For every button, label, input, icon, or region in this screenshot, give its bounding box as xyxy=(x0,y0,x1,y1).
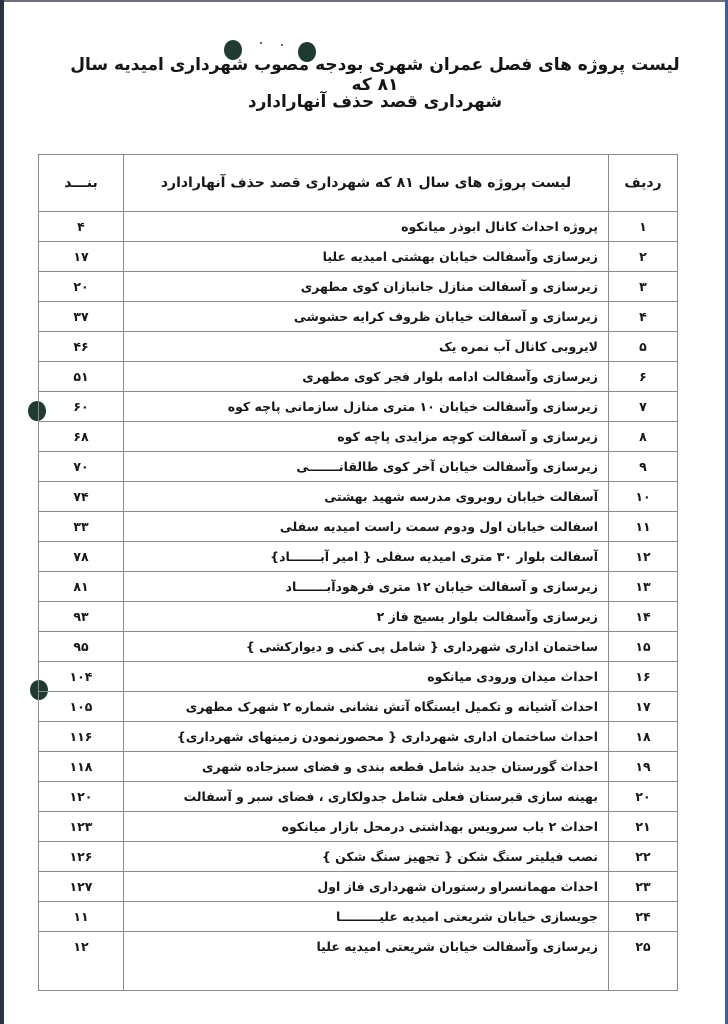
row-description: ساختمان اداری شهرداری { شامل پی کنی و دیوارکشی } xyxy=(124,632,609,662)
row-band: ۹۳ xyxy=(39,602,124,632)
row-band: ۸۱ xyxy=(39,572,124,602)
header-band: بنـــد xyxy=(39,155,124,212)
row-number: ۲۰ xyxy=(609,782,678,812)
table-row xyxy=(39,332,678,362)
table-row xyxy=(39,572,678,602)
table-row xyxy=(39,902,678,932)
row-number: ۲۱ xyxy=(609,812,678,842)
row-description: آسفالت خیابان روبروی مدرسه شهید بهشتی xyxy=(124,482,609,512)
row-band: ۶۸ xyxy=(39,422,124,452)
row-number: ۱ xyxy=(609,212,678,242)
row-description: زیرسازی وآسفالت خیابان آخر کوی طالقانـــــــی xyxy=(124,452,609,482)
row-band: ۷۴ xyxy=(39,482,124,512)
row-description: زیرسازی وآسفالت خیابان بهشتی امیدیه علیا xyxy=(124,242,609,272)
row-band: ۷۰ xyxy=(39,452,124,482)
row-description: احداث مهمانسراو رستوران شهرداری فاز اول xyxy=(124,872,609,902)
row-band: ۱۷ xyxy=(39,242,124,272)
row-description: احداث میدان ورودی میانکوه xyxy=(124,662,609,692)
row-description: احداث ۲ باب سرویس بهداشتی درمحل بازار میانکوه xyxy=(124,812,609,842)
row-number: ۳ xyxy=(609,272,678,302)
table-row xyxy=(39,632,678,662)
document-title-line-2: شهرداری قصد حذف آنهارادارد xyxy=(247,92,503,112)
row-description: جویسازی خیابان شریعتی امیدیه علیـــــــــا xyxy=(124,902,609,932)
table-row xyxy=(39,752,678,782)
row-band: ۱۲۷ xyxy=(39,872,124,902)
table-row xyxy=(39,722,678,752)
table-row xyxy=(39,392,678,422)
table-row xyxy=(39,512,678,542)
row-number: ۲ xyxy=(609,242,678,272)
row-description: زیرسازی وآسفالت ادامه بلوار فجر کوی مطهری xyxy=(124,362,609,392)
row-description: اسفالت خیابان اول ودوم سمت راست امیدیه سفلی xyxy=(124,512,609,542)
row-band: ۵۱ xyxy=(39,362,124,392)
row-band: ۴ xyxy=(39,212,124,242)
row-number: ۲۵ xyxy=(609,932,678,991)
row-description: آسفالت بلوار ۳۰ متری امیدیه سفلی { امیر آبـــــــاد} xyxy=(124,542,609,572)
table-row xyxy=(39,812,678,842)
projects-table xyxy=(38,154,678,991)
scan-edge-left xyxy=(0,0,4,1024)
row-description: احداث آشیانه و تکمیل ایستگاه آتش نشانی شماره ۲ شهرک مطهری xyxy=(124,692,609,722)
row-number: ۱۱ xyxy=(609,512,678,542)
scan-speck xyxy=(260,42,262,44)
document-title-line-1: لیست پروژه های فصل عمران شهری بودجه مصوب شهرداری امیدیه سال ۸۱ که xyxy=(70,55,680,95)
row-description: زیرسازی و آسفالت خیابان ۱۲ متری فرهودآبـــــــاد xyxy=(124,572,609,602)
table-row xyxy=(39,782,678,812)
row-band: ۱۱ xyxy=(39,902,124,932)
row-number: ۴ xyxy=(609,302,678,332)
row-number: ۱۹ xyxy=(609,752,678,782)
row-number: ۱۲ xyxy=(609,542,678,572)
table-row xyxy=(39,692,678,722)
table-row xyxy=(39,932,678,991)
row-band: ۱۰۴ xyxy=(39,662,124,692)
row-band: ۱۲۳ xyxy=(39,812,124,842)
row-number: ۱۸ xyxy=(609,722,678,752)
table-row xyxy=(39,422,678,452)
row-number: ۵ xyxy=(609,332,678,362)
row-band: ۱۲۶ xyxy=(39,842,124,872)
row-number: ۶ xyxy=(609,362,678,392)
row-description: زیرسازی وآسفالت خیابان شریعتی امیدیه علیا xyxy=(124,932,609,991)
row-number: ۱۵ xyxy=(609,632,678,662)
row-band: ۷۸ xyxy=(39,542,124,572)
header-description: لیست پروژه های سال ۸۱ که شهرداری قصد حذف آنهارادارد xyxy=(124,155,609,212)
table-row xyxy=(39,362,678,392)
row-band: ۶۰ xyxy=(39,392,124,422)
row-description: زیرسازی وآسفالت بلوار بسیج فاز ۲ xyxy=(124,602,609,632)
table-row xyxy=(39,242,678,272)
scan-speck xyxy=(281,44,283,46)
row-description: نصب فیلیتر سنگ شکن { تجهیز سنگ شکن } xyxy=(124,842,609,872)
table-row xyxy=(39,212,678,242)
row-number: ۲۲ xyxy=(609,842,678,872)
row-band: ۳۳ xyxy=(39,512,124,542)
row-band: ۱۱۶ xyxy=(39,722,124,752)
row-number: ۷ xyxy=(609,392,678,422)
row-number: ۲۳ xyxy=(609,872,678,902)
row-number: ۱۳ xyxy=(609,572,678,602)
table-row xyxy=(39,872,678,902)
row-description: بهینه سازی قبرستان فعلی شامل جدولکاری ، فضای سبر و آسفالت xyxy=(124,782,609,812)
row-band: ۹۵ xyxy=(39,632,124,662)
row-number: ۹ xyxy=(609,452,678,482)
table-row xyxy=(39,602,678,632)
table-row xyxy=(39,452,678,482)
row-band: ۱۲ xyxy=(39,932,124,991)
row-description: زیرسازی و آسفالت منازل جانبازان کوی مطهری xyxy=(124,272,609,302)
row-number: ۱۶ xyxy=(609,662,678,692)
row-band: ۱۱۸ xyxy=(39,752,124,782)
scan-edge-top xyxy=(0,0,728,2)
row-description: زیرسازی و آسفالت خیابان ظروف کرایه حشوشی xyxy=(124,302,609,332)
table-row xyxy=(39,272,678,302)
header-radif: ردیف xyxy=(609,155,678,212)
row-description: احداث ساختمان اداری شهرداری { محصورنمودن زمینهای شهرداری} xyxy=(124,722,609,752)
row-band: ۱۰۵ xyxy=(39,692,124,722)
table-row xyxy=(39,482,678,512)
row-description: لایروبی کانال آب نمره یک xyxy=(124,332,609,362)
row-description: زیرسازی و آسفالت کوچه مزایدی پاچه کوه xyxy=(124,422,609,452)
row-number: ۱۰ xyxy=(609,482,678,512)
table-row xyxy=(39,662,678,692)
row-number: ۱۴ xyxy=(609,602,678,632)
table-row xyxy=(39,302,678,332)
row-description: پروژه احداث کانال ابوذر میانکوه xyxy=(124,212,609,242)
row-band: ۲۰ xyxy=(39,272,124,302)
row-number: ۸ xyxy=(609,422,678,452)
row-band: ۱۲۰ xyxy=(39,782,124,812)
table-header-row xyxy=(39,155,678,212)
table-row xyxy=(39,542,678,572)
row-number: ۱۷ xyxy=(609,692,678,722)
row-number: ۲۴ xyxy=(609,902,678,932)
table-row xyxy=(39,842,678,872)
row-band: ۴۶ xyxy=(39,332,124,362)
row-description: زیرسازی وآسفالت خیابان ۱۰ متری منازل سازمانی پاچه کوه xyxy=(124,392,609,422)
row-description: احداث گورستان جدید شامل قطعه بندی و فضای سبزجاده شهری xyxy=(124,752,609,782)
row-band: ۳۷ xyxy=(39,302,124,332)
